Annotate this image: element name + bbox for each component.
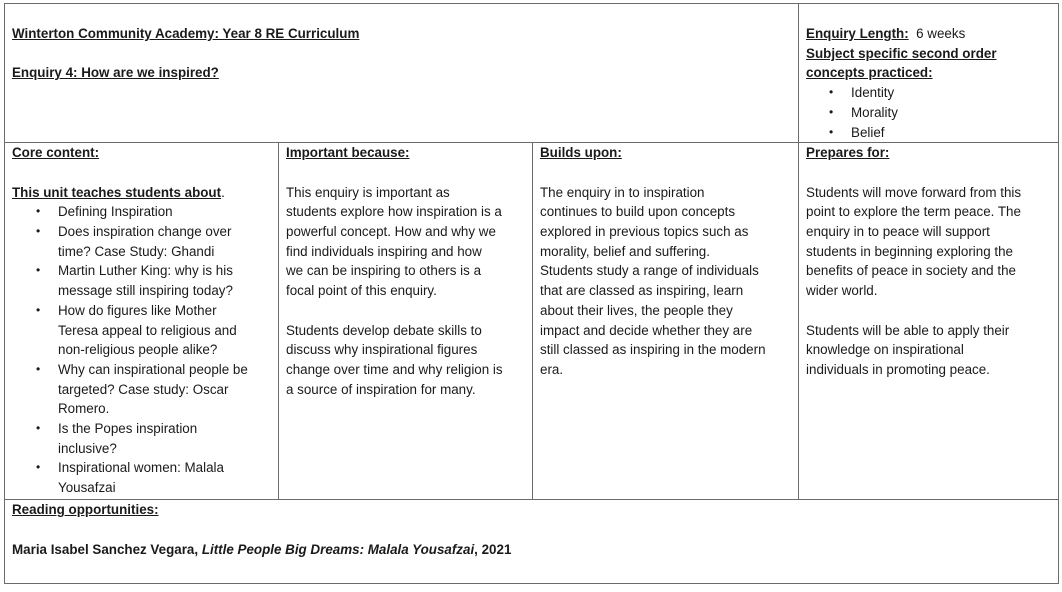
important-paragraph-line: powerful concept. How and why we [286,224,496,240]
core-content-item [12,202,271,222]
core-content-item-line: Does inspiration change over [58,224,232,240]
reading-row [5,500,1059,584]
core-content-cell [5,143,279,500]
enquiry-length-label: Enquiry Length: [806,26,909,41]
bullet-icon: • [36,421,41,436]
builds-paragraph-line: continues to build upon concepts [540,204,736,220]
enquiry-title: Enquiry 4: How are we inspired? [12,65,219,81]
prepares-cell [799,143,1059,500]
prepares-paragraph-line: students in beginning exploring the [806,243,1013,259]
reading-citation [12,540,1051,560]
concepts-label-1: Subject specific second order [806,45,997,61]
page-title: Winterton Community Academy: Year 8 RE Curriculum [12,26,360,41]
builds-paragraph-line: about their lives, the people they [540,302,733,318]
builds-paragraph-line: The enquiry in to inspiration [540,184,705,200]
bullet-icon: • [36,302,41,317]
prepares-paragraph-line: knowledge on inspirational [806,342,964,358]
important-paragraph-2 [286,321,525,400]
header-row [5,4,1059,143]
important-heading: Important because: [286,145,410,161]
important-paragraph-1 [286,183,525,301]
header-info-cell [799,4,1059,143]
concept-item [806,83,1051,103]
important-paragraph-line: students explore how inspiration is a [286,204,502,220]
builds-paragraph [540,183,791,380]
reading-book-title: Little People Big Dreams: Malala Yousafzai [201,541,475,557]
builds-heading: Builds upon: [540,145,622,161]
important-paragraph-line: discuss why inspirational figures [286,342,478,358]
important-paragraph-line: find individuals inspiring and how [286,243,482,259]
prepares-heading: Prepares for: [806,145,890,161]
core-content-item [12,458,271,497]
reading-year: , 2021 [474,541,512,557]
core-content-heading: Core content: [12,145,100,161]
core-content-item-line: Defining Inspiration [58,204,173,220]
important-paragraph-line: This enquiry is important as [286,184,450,200]
prepares-paragraph-line: benefits of peace in society and the [806,263,1016,279]
curriculum-document [4,3,1058,586]
core-content-item-line: time? Case Study: Ghandi [58,243,215,259]
bullet-icon: • [36,263,41,278]
content-row [5,143,1059,500]
core-content-item-line: Yousafzai [58,480,116,496]
concept-item [806,123,1051,143]
builds-paragraph-line: morality, belief and suffering. [540,243,710,259]
core-content-item-line: Why can inspirational people be [58,361,248,377]
core-content-item-line: non-religious people alike? [58,342,218,358]
core-content-item [12,419,271,458]
core-content-item-line: How do figures like Mother [58,302,217,318]
reading-cell [5,500,1059,584]
prepares-paragraph-line: wider world. [806,283,878,299]
prepares-paragraph-line: individuals in promoting peace. [806,361,990,377]
prepares-paragraph-line: Students will move forward from this [806,184,1022,200]
bullet-icon: • [36,361,41,376]
concept-label: Belief [851,124,885,140]
reading-heading: Reading opportunities: [12,502,159,518]
builds-paragraph-line: impact and decide whether they are [540,322,753,338]
prepares-paragraph-2 [806,321,1051,380]
builds-cell [533,143,799,500]
important-paragraph-line: we can be inspiring to others is a [286,263,482,279]
prepares-paragraph-line: Students will be able to apply their [806,322,1010,338]
builds-paragraph-line: still classed as inspiring in the modern [540,342,766,358]
core-content-item-line: Teresa appeal to religious and [58,322,237,338]
core-content-item [12,261,271,300]
builds-paragraph-line: era. [540,361,564,377]
curriculum-table [4,3,1059,584]
concept-item [806,103,1051,123]
important-cell [279,143,533,500]
bullet-icon: • [36,224,41,239]
core-content-item [12,301,271,360]
bullet-icon: • [829,124,834,139]
prepares-paragraph-line: point to explore the term peace. The [806,204,1021,220]
concepts-label-2: concepts practiced: [806,65,933,81]
concept-label: Identity [851,85,895,101]
enquiry-length-value: 6 weeks [916,26,966,41]
bullet-icon: • [829,85,834,100]
important-paragraph-line: change over time and why religion is [286,361,503,377]
core-content-item-line: Romero. [58,401,110,417]
important-paragraph-line: a source of inspiration for many. [286,381,476,397]
concepts-list [806,83,1051,142]
core-content-item [12,360,271,419]
reading-author: Maria Isabel Sanchez Vegara, [12,541,199,557]
core-content-item [12,222,271,261]
important-paragraph-line: focal point of this enquiry. [286,283,437,299]
bullet-icon: • [829,104,834,119]
builds-paragraph-line: explored in previous topics such as [540,224,749,240]
core-intro: This unit teaches students about. [12,184,225,200]
important-paragraph-line: Students develop debate skills to [286,322,482,338]
bullet-icon: • [36,460,41,475]
bullet-icon: • [36,204,41,219]
core-content-item-line: Martin Luther King: why is his [58,263,233,279]
prepares-paragraph-line: enquiry in to peace will support [806,224,990,240]
core-content-item-line: Inspirational women: Malala [58,460,224,476]
builds-paragraph-line: Students study a range of individuals [540,263,759,279]
enquiry-length [806,24,1051,44]
core-content-list [12,202,271,498]
core-content-item-line: message still inspiring today? [58,283,233,299]
header-title-cell [5,4,799,143]
prepares-paragraph-1 [806,183,1051,301]
builds-paragraph-line: that are classed as inspiring, learn [540,283,744,299]
core-content-item-line: inclusive? [58,440,117,456]
core-content-item-line: targeted? Case study: Oscar [58,381,229,397]
concept-label: Morality [851,104,898,120]
core-content-item-line: Is the Popes inspiration [58,421,198,437]
